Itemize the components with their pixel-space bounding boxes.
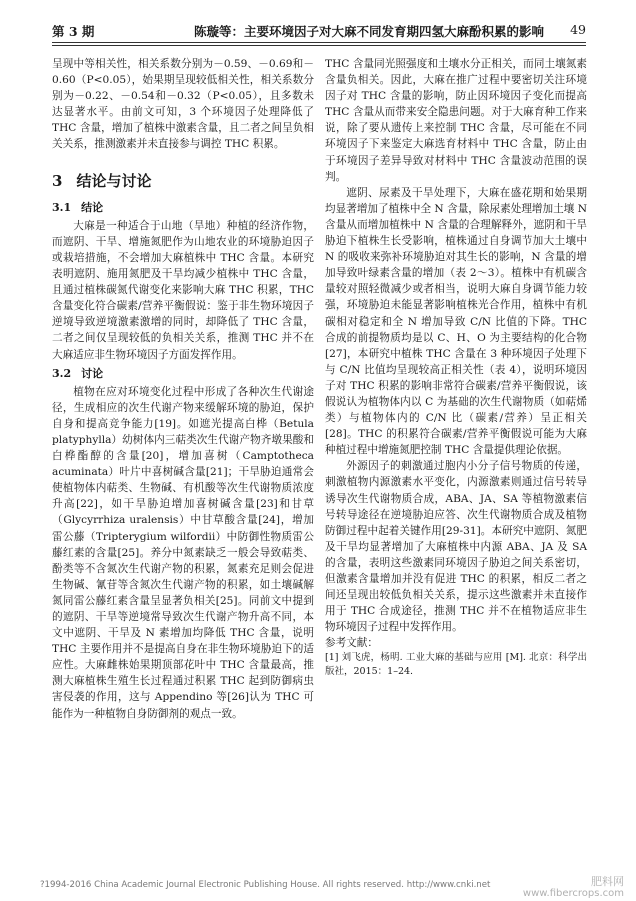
paragraph-hormones: 外源因子的刺激通过胞内小分子信号物质的传递，刺激植物内源激素水平变化，内源激素则通过信号转导诱导次生代谢物质合成，ABA、JA、SA 等植物激素信号转导途径在逆境胁迫应答、次生代谢物质合成及植物防御过程中起着关键作用[29-31]。本研究中遮阴、氮肥及干旱均显著增加了大麻植株中内源 ABA、JA 及 SA 的含量，表明这些激素同环境因子胁迫之间关系密切，但激素含量增加并没有促进 THC 的积累，相反二者之间还呈现出较低负相关关系，提示这些激素并未直接作用于 THC 合成途径，推测 THC 并不在植物适应非生物环境因子过程中发挥作用。 [325,460,587,634]
paragraph-cn-balance: 遮阴、尿素及干旱处理下，大麻在盛花期和始果期均显著增加了植株中全 N 含量，除尿素处理增加土壤 N 含量从而增加植株中 N 含量的合理解释外，遮阴和干旱胁迫下植株生长受影响，植株通过自身调节加大土壤中 N 的吸收来弥补环境胁迫对其生长的影响，N 含量的增加导致叶绿素含量的增加（表 2～3）。植株中有机碳含量较对照轻微减少或者相当，说明大麻自身调节能力较强，环境胁迫未能显著影响植株光合作用，植株中有机碳相对稳定和全 N 增加导致 C/N 比值的下降。THC 合成的前提物质均是以 C、H、O 为主要结构的化合物[27]，本研究中植株 THC 含量在 3 种环境因子处理下与 C/N 比值均呈现较高正相关性（表 4），说明环境因子对 THC 积累的影响非常符合碳素/营养平衡假说，该假说认为植物体内以 C 为基础的次生代谢物质（如萜烯类）与植物体内的 C/N 比（碳素/营养）呈正相关[28]。THC 的积累符合碳素/营养平衡假说可能为大麻种植过程中增施氮肥控制 THC 含量提供理论依据。 [325,186,587,457]
subsection-heading-conclusion [52,200,314,216]
subsection-heading-discussion [52,366,314,382]
issue-number: 第 3 期 [52,24,95,39]
right-column [325,56,587,679]
paragraph-intro: 呈现中等相关性，相关系数分别为－0.59、－0.69和－0.60（P<0.05），始果期呈现较低相关性，相关系数分别为－0.22、－0.54和－0.32（P<0.05），且多数未达显著水平。由前文可知，3 个环境因子处理降低了 THC 含量，增加了植株中激素含量，且二者之间呈负相关关系，推测激素并未直接参与调控 THC 积累。 [52,58,314,151]
subsection-number: 3.1 [52,200,72,214]
section-number: 3 [52,171,63,190]
watermark-text: 肥料网 [591,875,624,888]
header-rule-thin [52,45,586,46]
watermark-site: www.fibercrops.com [522,888,624,899]
copyright-footer: ?1994-2016 China Academic Journal Electronic Publishing House. All rights reserved. http://www.cnki.net [40,880,491,890]
running-header [52,20,586,42]
paragraph-discussion: 植物在应对环境变化过程中形成了各种次生代谢途径，生成相应的次生代谢产物来缓解环境的胁迫，保护自身和提高竞争能力[19]。如遮光提高白桦（Betula platyphylla）幼树体内三萜类次生代谢产物齐墩果酸和白桦酯醇的含量[20]，增加喜树（Camptotheca acuminata）叶片中喜树碱含量[21]；干旱胁迫通常会使植物体内萜类、生物碱、有机酸等次生代谢物质浓度升高[22]，如干旱胁迫增加喜树碱含量[23]和甘草（Glycyrrhiza uralensis）中甘草酸含量[24]，增加雷公藤（Tripterygium wilfordii）中防御性物质雷公藤红素的含量[25]。养分中氮素缺乏一般会导致萜类、酚类等不含氮次生代谢产物的积累，氮素充足则会促进生物碱、氰苷等含氮次生代谢产物的积累，如土壤碱解氮同雷公藤红素含量呈显著负相关[25]。同前文中提到的遮阴、干旱等逆境常导致次生代谢产物升高不同，本文中遮阴、干旱及 N 素增加均降低 THC 含量，说明 THC 主要作用并不是提高自身在非生物环境胁迫下的适应性。大麻雌株始果期顶部花叶中 THC 含量最高，推测大麻植株生殖生长过程通过积累 THC 起到防御病虫害侵袭的作用，这与 Appendino 等[26]认为 THC 可能作为一种植物自身防御剂的观点一致。 [52,385,314,720]
section-title: 结论与讨论 [76,171,152,190]
references-heading: 参考文献： [325,637,378,650]
page-number: 49 [570,22,586,37]
left-column [52,56,314,722]
subsection-number: 3.2 [52,366,72,380]
running-title: 陈璇等：主要环境因子对大麻不同发育期四氢大麻酚积累的影响 [194,24,545,39]
subsection-title: 讨论 [81,366,104,380]
paragraph-conclusion: 大麻是一种适合于山地（旱地）种植的经济作物，而遮阴、干旱、增施氮肥作为山地农业的环境胁迫因子或栽培措施，不会增加大麻植株中 THC 含量。本研究表明遮阴、施用氮肥及干旱均减少植株中 THC 含量，且通过植株碳氮代谢变化来影响大麻 THC 积累，THC 含量变化符合碳素/营养平衡假说：鉴于非生物环境因子逆境导致逆境激素激增的同时，却降低了 THC 含量，二者之间仅呈现较低的负相关关系，推测 THC 并不在大麻适应非生物环境因子方面发挥作用。 [52,219,314,361]
paragraph-thc-environment: THC 含量同光照强度和土壤水分正相关，而同土壤氮素含量负相关。因此，大麻在推广过程中要密切关注环境因子对 THC 含量的影响，防止因环境因子变化而提高 THC 含量从而带来安全隐患问题。对于大麻育种工作来说，除了要从遗传上来控制 THC 含量，尽可能在不同环境因子下来鉴定大麻选育材料中 THC 含量，防止由于环境因子差异导致对材料中 THC 含量波动范围的误判。 [325,58,587,183]
header-rule-thick [52,42,586,43]
section-heading-conclusion [52,173,314,189]
subsection-title: 结论 [81,200,104,214]
reference-item: [1] 刘飞虎，杨明. 工业大麻的基础与应用 [M]. 北京：科学出版社，2015：1–24. [325,652,587,678]
watermark [523,876,624,900]
